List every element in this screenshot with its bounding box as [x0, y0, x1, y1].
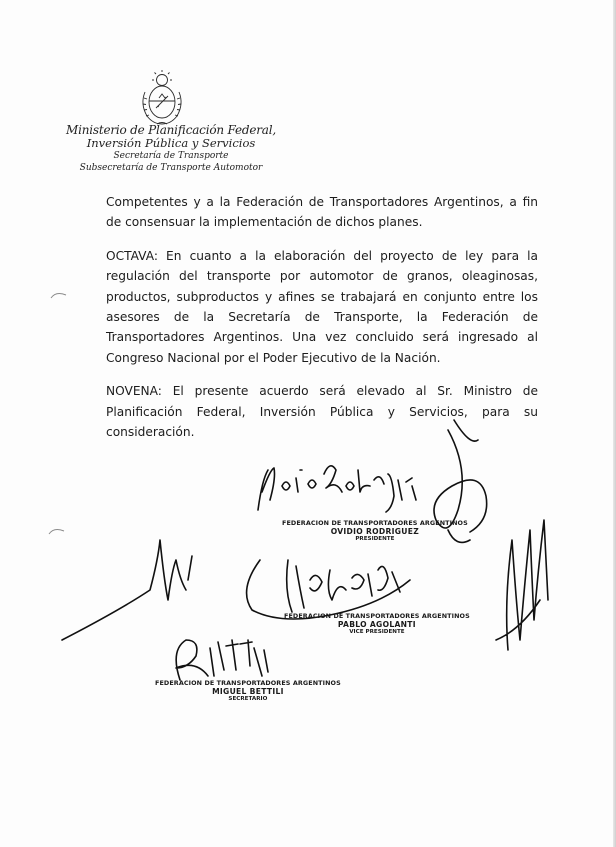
signature-left-icon: [62, 540, 192, 640]
stamp-name: PABLO AGOLANTI: [337, 620, 416, 629]
letterhead-area: Inversión Pública y Servicios: [86, 136, 256, 150]
paragraph-novena: NOVENA: El presente acuerdo será elevado al Sr. Ministro de Planificación Federal, Inversión Pública y Servicios, para su consideración.: [106, 384, 538, 439]
stamp-role: VICE PRESIDENTE: [349, 629, 405, 635]
stamp-name: OVIDIO RODRIGUEZ: [330, 527, 420, 536]
stamp-org: FEDERACION DE TRANSPORTADORES ARGENTINOS: [284, 612, 470, 620]
letterhead-subsecretariat: Subsecretaría de Transporte Automotor: [79, 163, 263, 173]
stamp-role: PRESIDENTE: [355, 536, 395, 542]
signature-vice-icon: [247, 560, 410, 619]
agreement-body: [106, 192, 538, 456]
stamp-name: MIGUEL BETTILI: [212, 687, 284, 696]
punch-hole-mark-icon: [50, 290, 68, 304]
letterhead-secretariat: Secretaría de Transporte: [113, 151, 229, 161]
signature-right-vertical-icon: [496, 520, 548, 650]
signature-secretario-icon: [176, 640, 268, 680]
national-emblem-icon: [137, 70, 187, 126]
stamp-secretario: [155, 679, 341, 702]
ministry-letterhead: [66, 123, 276, 174]
stamp-vice-presidente: [284, 612, 470, 635]
punch-hole-mark-icon: [48, 526, 66, 540]
letterhead-ministry: Ministerio de Planificación Federal,: [66, 123, 276, 137]
stamp-org: FEDERACION DE TRANSPORTADORES ARGENTINOS: [155, 679, 341, 687]
stamp-org: FEDERACION DE TRANSPORTADORES ARGENTINOS: [282, 519, 468, 527]
stamp-presidente: [282, 519, 468, 542]
paragraph-continuation: Competentes y a la Federación de Transportadores Argentinos, a fin de consensuar la implementación de dichos planes.: [106, 195, 538, 230]
signature-presidente-icon: [258, 466, 416, 512]
paragraph-octava: OCTAVA: En cuanto a la elaboración del proyecto de ley para la regulación del transporte por automotor de granos, oleaginosas, productos, subproductos y afines se trabajará en conjunto entre los asesores de la Secretaría de Transporte, la Federación de Transportadores Argentinos. Una vez concluido será ingresado al Congreso Nacional por el Poder Ejecutivo de la Nación.: [106, 249, 538, 365]
stamp-role: SECRETARIO: [228, 696, 268, 702]
